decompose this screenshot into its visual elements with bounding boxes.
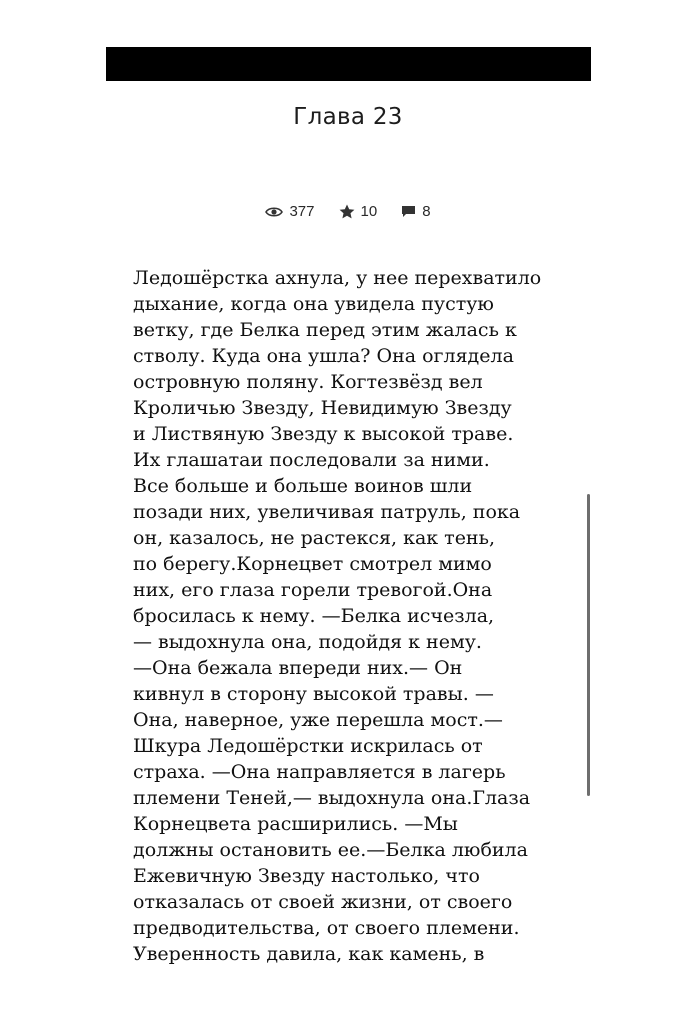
text-line: кивнул в сторону высокой травы. — xyxy=(133,683,494,705)
text-line: бросилась к нему. —Белка исчезла, xyxy=(133,605,495,627)
text-line: должны остановить ее.—Белка любила xyxy=(133,839,528,861)
text-line: Корнецвета расширились. —Мы xyxy=(133,813,458,835)
text-line: Ледошёрстка ахнула, у нее перехватило xyxy=(133,267,542,289)
eye-icon xyxy=(265,206,283,218)
text-line: Их глашатаи последовали за ними. xyxy=(133,449,490,471)
comments-stat xyxy=(401,203,430,220)
comment-icon xyxy=(401,205,416,219)
top-banner-bar xyxy=(106,47,591,81)
views-count: 377 xyxy=(289,203,315,220)
text-line: страха. —Она направляется в лагерь xyxy=(133,761,506,783)
text-line: стволу. Куда она ушла? Она оглядела xyxy=(133,345,514,367)
text-line: он, казалось, не растекся, как тень, xyxy=(133,527,495,549)
text-line: Кроличью Звезду, Невидимую Звезду xyxy=(133,397,512,419)
text-line: Уверенность давила, как камень, в xyxy=(133,943,485,965)
chapter-stats xyxy=(0,203,696,220)
text-line: племени Теней,— выдохнула она.Глаза xyxy=(133,787,531,809)
views-stat xyxy=(265,203,314,220)
text-line: Она, наверное, уже перешла мост.— xyxy=(133,709,503,731)
text-line: позади них, увеличивая патруль, пока xyxy=(133,501,521,523)
text-line: и Листвяную Звезду к высокой траве. xyxy=(133,423,514,445)
text-line: дыхание, когда она увидела пустую xyxy=(133,293,494,315)
text-line: предводительства, от своего племени. xyxy=(133,917,520,939)
text-line: островную поляну. Когтезвёзд вел xyxy=(133,371,483,393)
text-line: —Она бежала впереди них.— Он xyxy=(133,657,463,679)
chapter-text xyxy=(133,265,573,967)
text-line: них, его глаза горели тревогой.Она xyxy=(133,579,493,601)
scrollbar[interactable] xyxy=(587,494,590,796)
text-line: — выдохнула она, подойдя к нему. xyxy=(133,631,482,653)
text-line: отказалась от своей жизни, от своего xyxy=(133,891,513,913)
text-line: Все больше и больше воинов шли xyxy=(133,475,473,497)
chapter-title: Глава 23 xyxy=(293,104,403,130)
text-line: Ежевичную Звезду настолько, что xyxy=(133,865,480,887)
comments-count: 8 xyxy=(422,203,431,220)
text-line: ветку, где Белка перед этим жалась к xyxy=(133,319,517,341)
star-icon xyxy=(339,204,355,219)
text-line: по берегу.Корнецвет смотрел мимо xyxy=(133,553,492,575)
text-line: Шкура Ледошёрстки искрилась от xyxy=(133,735,483,757)
votes-count: 10 xyxy=(360,203,378,220)
votes-stat xyxy=(339,203,378,220)
